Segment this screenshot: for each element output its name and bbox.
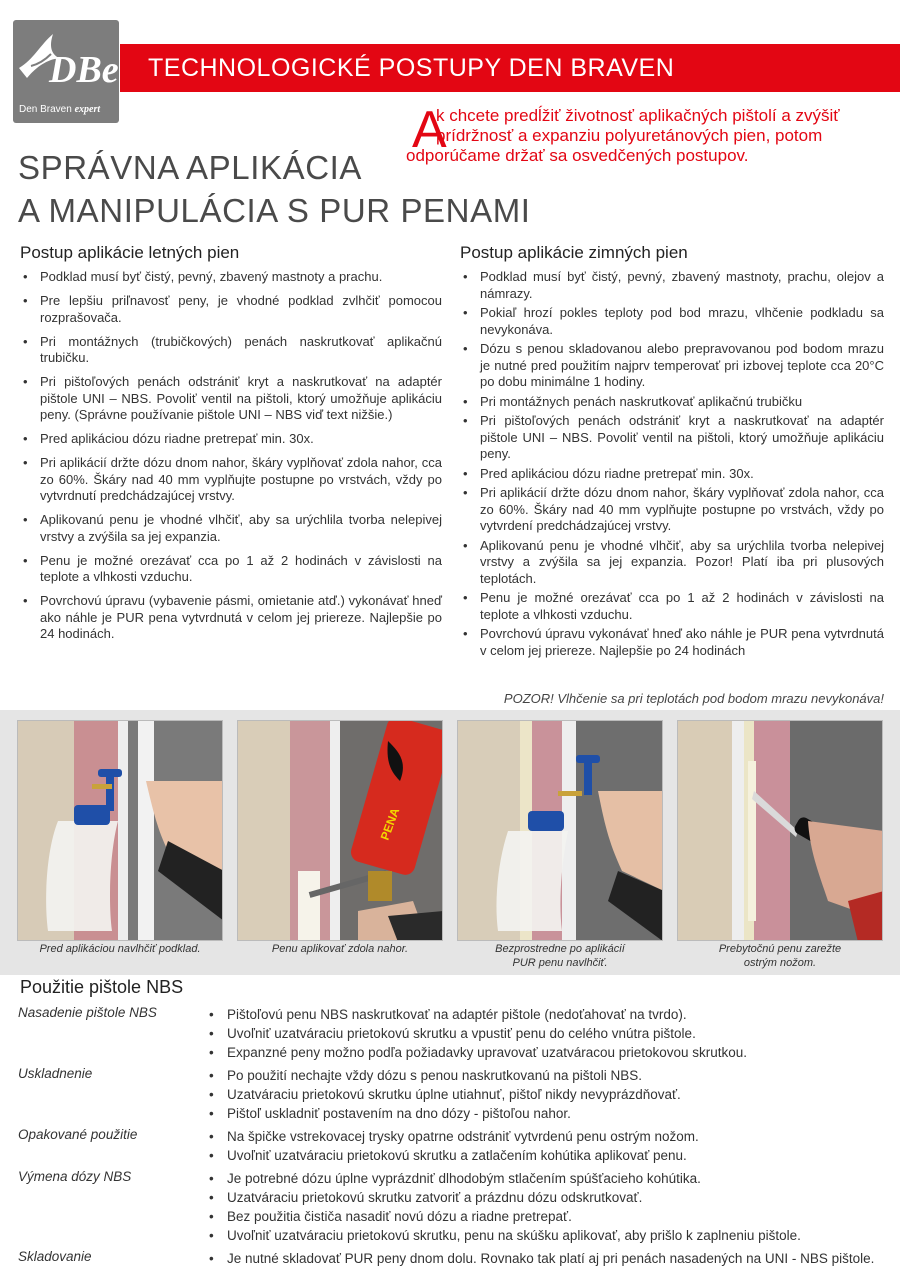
list-item: • Pred aplikáciou dózu riadne pretrepať min. 30x. <box>20 431 442 448</box>
list-item: • Pištoľ uskladniť postavením na dno dózy - pištoľou nahor. <box>206 1104 888 1123</box>
list-item: • Penu je možné orezávať cca po 1 až 2 hodinách v závislosti na teplote a vlhkosti vzduchu. <box>460 590 884 623</box>
nbs-usage-table <box>18 1005 888 1272</box>
list-item: • Uvoľniť uzatváraciu prietokovú skrutku a vpustiť penu do celého vnútra pištole. <box>206 1024 888 1043</box>
intro-line-3: odporúčame držať sa osvedčených postupov. <box>406 146 749 165</box>
page-title-line-1: SPRÁVNA APLIKÁCIA <box>18 149 363 186</box>
nbs-section-label: Skladovanie <box>18 1249 92 1264</box>
list-item: • Povrchovú úpravu vykonávať hneď ako náhle je PUR pena vytvrdnutá v celom jej priereze. Najlepšie po 24 hodinách <box>460 626 884 659</box>
summer-list <box>20 269 442 643</box>
list-item: • Pri pištoľových penách odstrániť kryt a naskrutkovať na adaptér pištole UNI – NBS. Povoliť ventil na pištoli, ktorý umožňuje aplikáciu peny. <box>460 413 884 463</box>
photo-caption-3: Bezprostredne po aplikácií PUR penu navlhčiť. <box>495 943 625 969</box>
list-item: • Uzatváraciu prietokovú skrutku úplne utiahnuť, pištoľ nikdy nevyprázdňovať. <box>206 1085 888 1104</box>
header-banner <box>120 44 900 92</box>
photo-caption-1: Pred aplikáciou navlhčiť podklad. <box>39 943 201 955</box>
intro-line-2: prídržnosť a expanziu polyuretánových pien, potom <box>436 126 823 145</box>
list-item: • Pri montážnych (trubičkových) penách naskrutkovať aplikačnú trubičku. <box>20 334 442 367</box>
list-item: • Pri montážnych penách naskrutkovať aplikačnú trubičku <box>460 394 884 411</box>
list-item: • Je nutné skladovať PUR peny dnom dolu. Rovnako tak platí aj pri penách nasadených na UNI - NBS pištole. <box>206 1249 888 1268</box>
page-title <box>18 146 531 232</box>
banner-title: TECHNOLOGICKÉ POSTUPY DEN BRAVEN <box>148 54 675 82</box>
nbs-section-can-replacement <box>18 1169 888 1245</box>
page-title-line-2: A MANIPULÁCIA S PUR PENAMI <box>18 192 531 229</box>
list-item: • Po použití nechajte vždy dózu s penou naskrutkovanú na pištoli NBS. <box>206 1066 888 1085</box>
nbs-section-label: Uskladnenie <box>18 1066 93 1081</box>
winter-heading: Postup aplikácie zimných pien <box>460 243 688 262</box>
list-item: • Aplikovanú penu je vhodné vlhčiť, aby sa urýchlila tvorba nelepivej vrstvy a zvýšila sa jej expanzia. Pozor! Platí iba pri plusových teplotách. <box>460 538 884 588</box>
list-item: • Uvoľniť uzatváraciu prietokovú skrutku, penu na skúšku aplikovať, aby prišlo k zaplneniu pištole. <box>206 1226 888 1245</box>
list-item: • Bez použitia čističa nasadiť novú dózu a riadne pretrepať. <box>206 1207 888 1226</box>
nbs-section-storage <box>18 1066 888 1123</box>
list-item: • Pri aplikácií držte dózu dnom nahor, škáry vyplňovať zdola nahor, cca zo 60%. Škáry nad 40 mm vyplňujte postupne po vrstvách, vždy po vytvrdnutí predchádzajúcej vrstvy. <box>20 455 442 505</box>
nbs-section-label: Výmena dózy NBS <box>18 1169 132 1184</box>
nbs-section-reuse <box>18 1127 888 1165</box>
winter-foam-section <box>460 243 884 662</box>
photo-cut-foam <box>677 720 883 941</box>
nbs-section-mounting <box>18 1005 888 1062</box>
photo-moisten-foam <box>457 720 663 941</box>
nbs-heading: Použitie pištole NBS <box>20 977 184 997</box>
photo-apply-foam <box>237 720 443 941</box>
list-item: • Pre lepšiu priľnavosť peny, je vhodné podklad zvlhčiť pomocou rozprašovača. <box>20 293 442 326</box>
list-item: • Pištoľovú penu NBS naskrutkovať na adaptér pištole (nedoťahovať na tvrdo). <box>206 1005 888 1024</box>
list-item: • Uzatváraciu prietokovú skrutku zatvoriť a prázdnu dózu odskrutkovať. <box>206 1188 888 1207</box>
summer-heading: Postup aplikácie letných pien <box>20 243 240 262</box>
list-item: • Povrchovú úpravu (vybavenie pásmi, omietanie atď.) vykonávať hneď ako náhle je PUR pena vytvrdnutá v celom jej priereze. Najlepšie po 24 hodinách. <box>20 593 442 643</box>
list-item: • Uvoľniť uzatváraciu prietokovú skrutku a zatlačením kohútika aplikovať penu. <box>206 1146 888 1165</box>
list-item: • Pokiaľ hrozí pokles teploty pod bod mrazu, vlhčenie podkladu sa nevykonáva. <box>460 305 884 338</box>
list-item: • Penu je možné orezávať cca po 1 až 2 hodinách v závislosti na teplote a vlhkosti vzduchu. <box>20 553 442 586</box>
foam-can-label: PENA <box>377 805 403 843</box>
intro-line-1: k chcete predĺžiť životnosť aplikačných pištolí a zvýšiť <box>436 106 840 125</box>
list-item: • Pred aplikáciou dózu riadne pretrepať min. 30x. <box>460 466 884 483</box>
list-item: • Aplikovanú penu je vhodné vlhčiť, aby sa urýchlila tvorba nelepivej vrstvy a zvýšila sa jej expanzia. <box>20 512 442 545</box>
bird-logo-icon <box>13 20 119 100</box>
list-item: • Dózu s penou skladovanou alebo prepravovanou pod bodom mrazu je nutné pred použitím najprv temperovať pri izbovej teplote cca 20°C po dobu minimálne 1 hodiny. <box>460 341 884 391</box>
photo-spray-substrate <box>17 720 223 941</box>
list-item: • Podklad musí byť čistý, pevný, zbavený mastnoty, prachu, olejov a námrazy. <box>460 269 884 302</box>
logo-text: DBe <box>49 49 119 91</box>
den-braven-logo <box>13 20 119 123</box>
list-item: • Pri aplikácií držte dózu dnom nahor, škáry vyplňovať zdola nahor, cca zo 60%. Škáry nad 40 mm vyplňujte postupne po vrstvách, vždy po vytvrdení predchádzajúcej vrstvy. <box>460 485 884 535</box>
photo-strip <box>0 710 900 975</box>
list-item: • Pri pištoľových penách odstrániť kryt a naskrutkovať na adaptér pištole UNI – NBS. Povoliť ventil na pištoli, ktorý umožňuje aplikáciu peny. (Správne používanie pištole UNI – NBS viď text nižšie.) <box>20 374 442 424</box>
list-item: • Je potrebné dózu úplne vyprázdniť dlhodobým stlačením spúšťacieho kohútika. <box>206 1169 888 1188</box>
nbs-section-label: Nasadenie pištole NBS <box>18 1005 157 1020</box>
nbs-section-warehousing <box>18 1249 888 1268</box>
warning-note: POZOR! Vlhčenie sa pri teplotách pod bodom mrazu nevykonáva! <box>503 691 884 706</box>
photo-caption-2: Penu aplikovať zdola nahor. <box>271 943 409 955</box>
list-item: • Podklad musí byť čistý, pevný, zbavený mastnoty a prachu. <box>20 269 442 286</box>
logo-subtitle: Den Braven expert <box>19 104 101 115</box>
list-item: • Na špičke vstrekovacej trysky opatrne odstrániť vytvrdenú penu ostrým nožom. <box>206 1127 888 1146</box>
photo-caption-4: Prebytočnú penu zarežte ostrým nožom. <box>718 943 842 969</box>
intro-dropcap: A <box>412 101 447 159</box>
list-item: • Expanzné peny možno podľa požiadavky upravovať uzatváracou prietokovou skrutkou. <box>206 1043 888 1062</box>
winter-list <box>460 269 884 659</box>
nbs-section-label: Opakované použitie <box>18 1127 138 1142</box>
summer-foam-section <box>20 243 442 650</box>
